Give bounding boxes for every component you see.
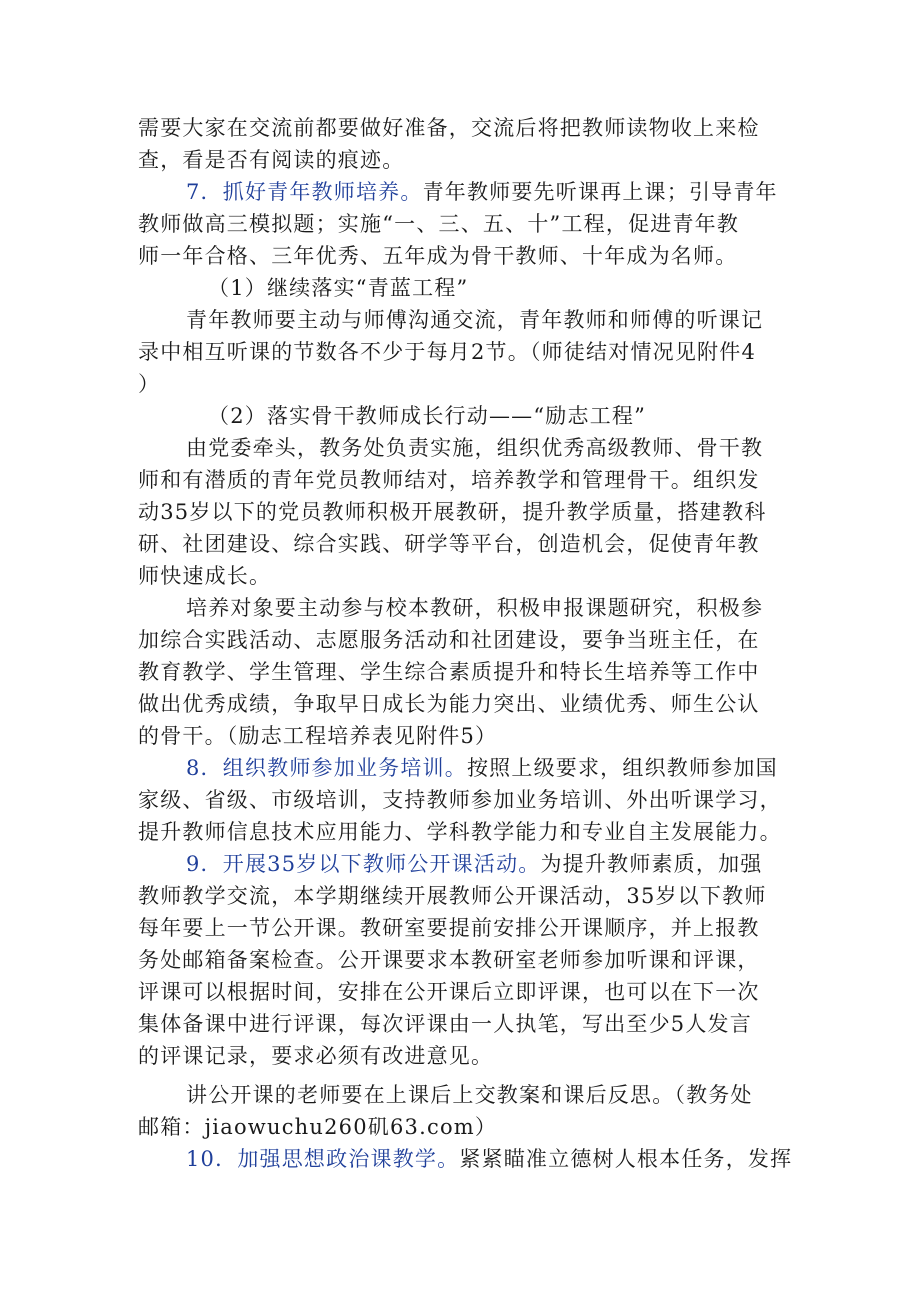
line-32: 邮箱：jiaowuchu260矶63.com） — [138, 1115, 498, 1139]
line-27: 务处邮箱备案检查。公开课要求本教研室老师参加听课和评课， — [138, 948, 760, 972]
line-06: （1）继续落实“青蓝工程” — [208, 276, 469, 300]
line-16: 培养对象要主动参与校本教研，积极申报课题研究，积极参 — [186, 596, 764, 620]
line-13: 动35岁以下的党员教师积极开展教研，提升教学质量，搭建教科 — [138, 500, 767, 524]
line-29: 集体备课中进行评课，每次评课由一人执笔，写出至少5人发言 — [138, 1012, 752, 1036]
line-01: 需要大家在交流前都要做好准备，交流后将把教师读物收上来检 — [138, 116, 760, 140]
line-09: ） — [138, 372, 161, 396]
line-26: 每年要上一节公开课。教研室要提前安排公开课顺序，并上报教 — [138, 916, 760, 940]
line-14: 研、社团建设、综合实践、研学等平台，创造机会，促使青年教 — [138, 532, 760, 556]
line-28: 评课可以根据时间，安排在公开课后立即评课，也可以在下一次 — [138, 980, 760, 1004]
line-20: 的骨干。（励志工程培养表见附件5） — [138, 724, 498, 748]
line-15: 师快速成长。 — [138, 564, 272, 588]
line-22: 家级、省级、市级培训，支持教师参加业务培训、外出听课学习， — [138, 788, 782, 812]
line-17: 加综合实践活动、志愿服务活动和社团建设，要争当班主任，在 — [138, 628, 760, 652]
section-heading-7: 7．抓好青年教师培养。 — [186, 180, 423, 204]
line-07: 青年教师要主动与师傅沟通交流，青年教师和师傅的听课记 — [186, 308, 764, 332]
line-11: 由党委牵头，教务处负责实施，组织优秀高级教师、骨干教 — [186, 436, 764, 460]
line-18: 教育教学、学生管理、学生综合素质提升和特长生培养等工作中 — [138, 660, 760, 684]
line-25: 教师教学交流，本学期继续开展教师公开课活动，35岁以下教师 — [138, 884, 767, 908]
line-30: 的评课记录，要求必须有改进意见。 — [138, 1044, 494, 1068]
line-33: 10．加强思想政治课教学。紧紧瞄准立德树人根本任务，发挥 — [186, 1147, 793, 1171]
line-02: 查，看是否有阅读的痕迹。 — [138, 148, 405, 172]
line-21: 8．组织教师参加业务培训。按照上级要求，组织教师参加国 — [186, 756, 778, 780]
line-05: 师一年合格、三年优秀、五年成为骨干教师、十年成为名师。 — [138, 244, 738, 268]
line-31: 讲公开课的老师要在上课后上交教案和课后反思。（教务处 — [186, 1083, 753, 1107]
section-heading-9: 9．开展35岁以下教师公开课活动。 — [186, 852, 541, 876]
line-23: 提升教师信息技术应用能力、学科教学能力和专业自主发展能力。 — [138, 820, 782, 844]
line-08: 录中相互听课的节数各不少于每月2节。（师徒结对情况见附件4 — [138, 340, 757, 364]
section-heading-8: 8．组织教师参加业务培训。 — [186, 756, 467, 780]
line-19: 做出优秀成绩，争取早日成长为能力突出、业绩优秀、师生公认 — [138, 692, 760, 716]
line-10: （2）落实骨干教师成长行动——“励志工程” — [208, 404, 647, 428]
section-heading-10: 10．加强思想政治课教学。 — [186, 1147, 460, 1171]
line-12: 师和有潜质的青年党员教师结对，培养教学和管理骨干。组织发 — [138, 468, 760, 492]
line-03: 7．抓好青年教师培养。青年教师要先听课再上课；引导青年 — [186, 180, 778, 204]
line-04: 教师做高三模拟题；实施“一、三、五、十”工程，促进青年教 — [138, 212, 740, 236]
line-24: 9．开展35岁以下教师公开课活动。为提升教师素质，加强 — [186, 852, 763, 876]
